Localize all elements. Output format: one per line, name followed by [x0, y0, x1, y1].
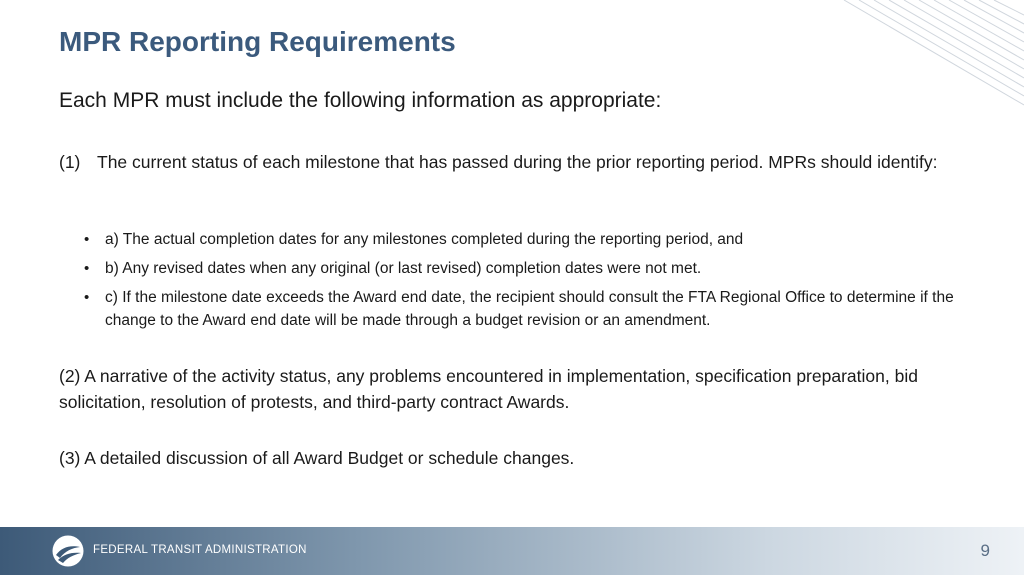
milestone-bullet-list — [84, 228, 964, 338]
slide-footer — [0, 527, 1024, 575]
requirement-item-2: (2) A narrative of the activity status, any problems encountered in implementation, specification preparation, bid solicitation, resolution of protests, and third-party contract Awards. — [59, 366, 918, 412]
fta-logo-icon — [52, 535, 84, 567]
intro-text: Each MPR must include the following information as appropriate: — [59, 89, 662, 112]
bullet-text: b) Any revised dates when any original (or last revised) completion dates were not met. — [105, 260, 702, 277]
agency-name: FEDERAL TRANSIT ADMINISTRATION — [93, 544, 307, 556]
bullet-item — [84, 228, 964, 251]
bullet-text: c) If the milestone date exceeds the Award end date, the recipient should consult the FTA Regional Office to determine if the change to the Award end date will be made through a budget revision or an amendment. — [105, 289, 954, 329]
page-number: 9 — [980, 541, 990, 560]
bullet-text: a) The actual completion dates for any milestones completed during the reporting period, and — [105, 231, 744, 248]
requirement-item-3: (3) A detailed discussion of all Award Budget or schedule changes. — [59, 448, 575, 468]
bullet-marker: • — [84, 289, 90, 306]
bullet-marker: • — [84, 231, 90, 248]
item-number: (1) — [59, 152, 81, 172]
bullet-item — [84, 257, 964, 280]
slide-title: MPR Reporting Requirements — [59, 26, 456, 57]
requirement-item-1 — [59, 149, 979, 175]
decorative-diagonal-lines — [834, 0, 1024, 110]
item-text: The current status of each milestone that has passed during the prior reporting period. MPRs should identify: — [97, 152, 938, 172]
bullet-item — [84, 286, 964, 332]
bullet-marker: • — [84, 260, 90, 277]
